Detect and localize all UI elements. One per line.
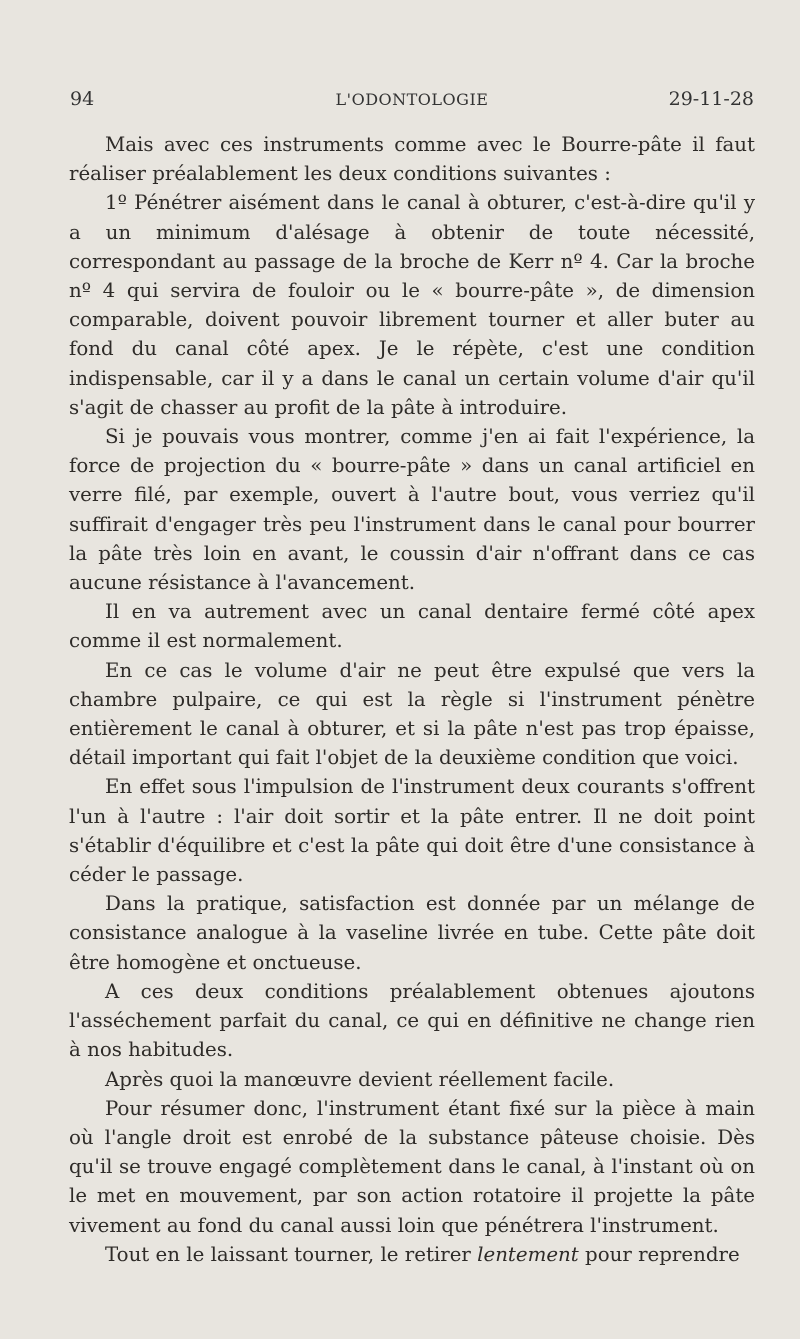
body-text [69, 130, 755, 1269]
issue-date: 29-11-28 [668, 88, 754, 110]
paragraph-last [69, 1240, 755, 1269]
running-title: L'ODONTOLOGIE [335, 90, 489, 109]
text-run: Tout en le laissant tourner, le retirer [105, 1242, 478, 1266]
paragraph: En effet sous l'impulsion de l'instrument deux courants s'offrent l'un à l'autre : l'air doit sortir et la pâte entrer. Il ne doit point s'établir d'équilibre et c'est la pâte qui doit être d'une consistance à céder le passage. [69, 775, 755, 887]
paragraph: Si je pouvais vous montrer, comme j'en ai fait l'expérience, la force de projection du « bourre-pâte » dans un canal artificiel en verre filé, par exemple, ouvert à l'autre bout, vous verriez qu'il suffirait d'engager très peu l'instrument dans le canal pour bourrer la pâte très loin en avant, le coussin d'air n'offrant dans ce cas aucune résistance à l'avancement. [69, 425, 755, 595]
page-header [70, 88, 754, 116]
paragraph: 1º Pénétrer aisément dans le canal à obturer, c'est-à-dire qu'il y a un minimum d'alésage à obtenir de toute nécessité, correspondant au passage de la broche de Kerr nº 4. Car la broche nº 4 qui servira de fouloir ou le « bourre-pâte », de dimension comparable, doivent pouvoir librement tourner et aller buter au fond du canal côté apex. Je le répète, c'est une condition indispensable, car il y a dans le canal un certain volume d'air qu'il s'agit de chasser au profit de la pâte à introduire. [69, 191, 755, 419]
paragraph: Après quoi la manœuvre devient réellement facile. [105, 1067, 615, 1091]
paragraph: Dans la pratique, satisfaction est donnée par un mélange de consistance analogue à la vaseline livrée en tube. Cette pâte doit être homogène et onctueuse. [69, 892, 755, 974]
paragraph: Mais avec ces instruments comme avec le Bourre-pâte il faut réaliser préalablement les deux conditions suivantes : [69, 133, 755, 186]
paragraph: Il en va autrement avec un canal dentaire fermé côté apex comme il est normalement. [69, 600, 755, 653]
page-number: 94 [70, 88, 95, 110]
emphasis-text: lentement [477, 1242, 579, 1266]
paragraph: A ces deux conditions préalablement obtenues ajoutons l'asséchement parfait du canal, ce qui en définitive ne change rien à nos habitudes. [69, 979, 755, 1062]
paragraph: Pour résumer donc, l'instrument étant fixé sur la pièce à main où l'angle droit est enrobé de la substance pâteuse choisie. Dès qu'il se trouve engagé complètement dans le canal, à l'instant où on le met en mouvement, par son action rotatoire il projette la pâte vivement au fond du canal aussi loin que pénétrera l'instrument. [69, 1096, 755, 1237]
paragraph: En ce cas le volume d'air ne peut être expulsé que vers la chambre pulpaire, ce qui est la règle si l'instrument pénètre entièrement le canal à obturer, et si la pâte n'est pas trop épaisse, détail important qui fait l'objet de la deuxième condition que voici. [69, 658, 755, 770]
text-run: pour reprendre [578, 1242, 740, 1266]
